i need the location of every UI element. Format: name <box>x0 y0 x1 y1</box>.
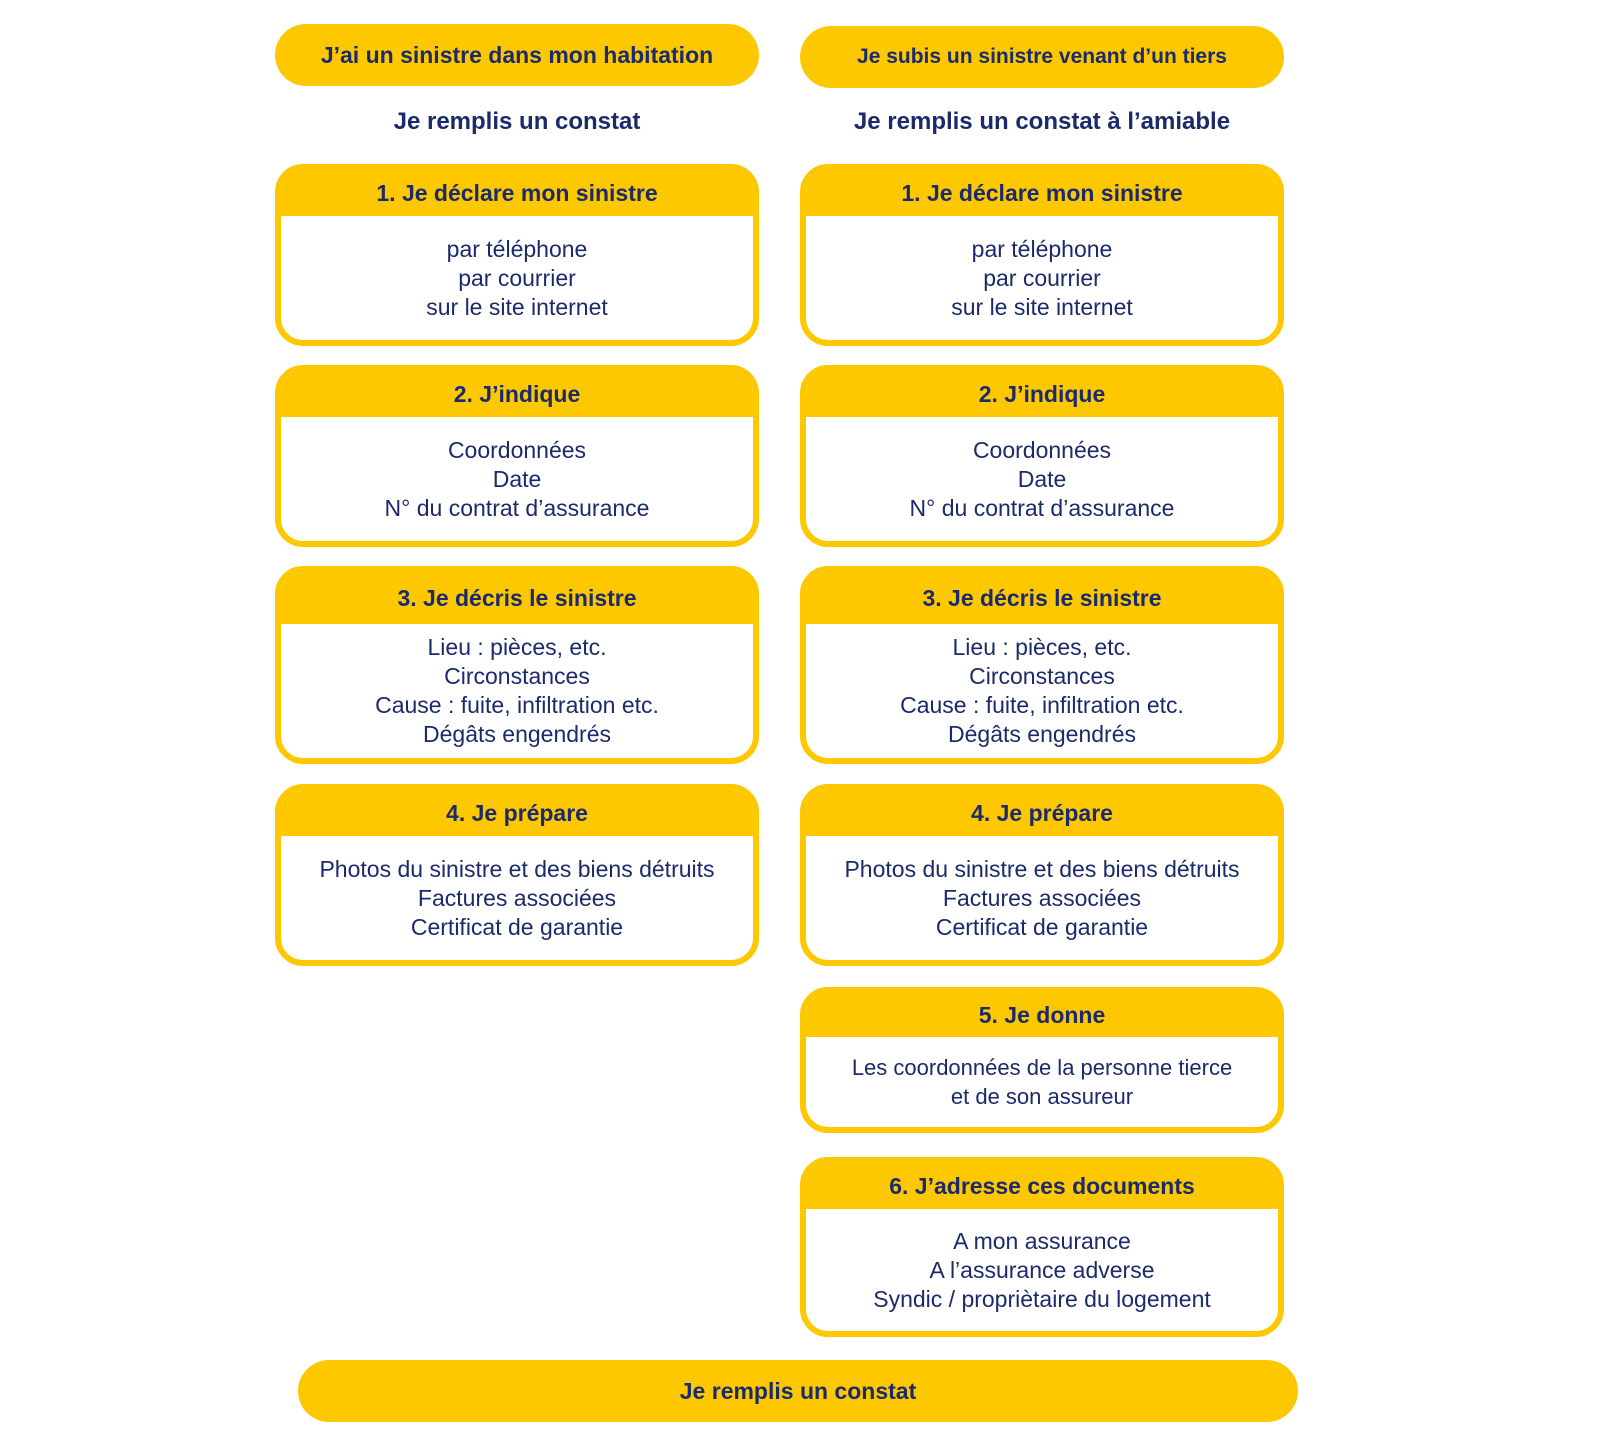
right-step-1-title: 1. Je déclare mon sinistre <box>806 170 1278 216</box>
left-step-2-line: N° du contrat d’assurance <box>384 494 650 521</box>
left-step-1-line: par téléphone <box>446 235 588 262</box>
right-step-6-line: A mon assurance <box>953 1227 1131 1254</box>
left-step-3-line: Circonstances <box>444 663 590 689</box>
left-step-3-line: Cause : fuite, infiltration etc. <box>375 692 659 718</box>
left-step-3-card <box>275 566 759 764</box>
right-step-6-title: 6. J’adresse ces documents <box>806 1163 1278 1209</box>
left-step-2-body <box>281 417 753 541</box>
right-column-subtitle: Je remplis un constat à l’amiable <box>853 108 1231 135</box>
right-step-3-card <box>800 566 1284 764</box>
left-step-1-body <box>281 216 753 340</box>
right-step-1-line: sur le site internet <box>951 293 1133 320</box>
right-step-3-line: Cause : fuite, infiltration etc. <box>900 692 1184 718</box>
right-step-4-card <box>800 784 1284 966</box>
right-step-4-body <box>806 836 1278 960</box>
right-step-4-line: Factures associées <box>942 884 1142 911</box>
right-step-2-line: Coordonnées <box>972 436 1112 463</box>
right-step-4-line: Photos du sinistre et des biens détruits <box>844 855 1240 882</box>
left-column-heading <box>275 24 759 86</box>
right-step-2-line: N° du contrat d’assurance <box>909 494 1175 521</box>
right-step-2-title: 2. J’indique <box>806 371 1278 417</box>
right-step-3-line: Lieu : pièces, etc. <box>952 634 1132 660</box>
left-step-3-line: Dégâts engendrés <box>423 721 611 747</box>
right-step-1-card <box>800 164 1284 346</box>
footer-banner-text: Je remplis un constat <box>679 1377 917 1404</box>
right-step-3-title: 3. Je décris le sinistre <box>806 572 1278 624</box>
right-step-5-card <box>800 987 1284 1133</box>
right-step-6-body <box>806 1209 1278 1331</box>
right-step-4-line: Certificat de garantie <box>935 913 1149 940</box>
left-step-3-title: 3. Je décris le sinistre <box>281 572 753 624</box>
right-step-3-line: Circonstances <box>969 663 1115 689</box>
left-step-4-card <box>275 784 759 966</box>
footer-banner <box>298 1360 1298 1422</box>
left-step-3-line: Lieu : pièces, etc. <box>427 634 607 660</box>
left-column-subtitle: Je remplis un constat <box>393 108 641 135</box>
right-step-1-line: par téléphone <box>971 235 1113 262</box>
left-step-2-card <box>275 365 759 547</box>
left-step-2-line: Coordonnées <box>447 436 587 463</box>
left-step-1-line: par courrier <box>458 264 576 291</box>
left-step-4-line: Certificat de garantie <box>410 913 624 940</box>
left-step-2-line: Date <box>492 465 542 492</box>
left-step-3-body <box>281 624 753 758</box>
left-step-1-title: 1. Je déclare mon sinistre <box>281 170 753 216</box>
left-step-1-card <box>275 164 759 346</box>
left-step-4-title: 4. Je prépare <box>281 790 753 836</box>
right-step-5-line: Les coordonnées de la personne tierce <box>851 1055 1233 1080</box>
right-step-3-body <box>806 624 1278 758</box>
left-step-4-line: Photos du sinistre et des biens détruits <box>319 855 715 882</box>
left-step-4-line: Factures associées <box>417 884 617 911</box>
right-step-6-card <box>800 1157 1284 1337</box>
right-step-2-card <box>800 365 1284 547</box>
right-step-5-line: et de son assureur <box>950 1084 1134 1109</box>
right-step-6-line: Syndic / propriètaire du logement <box>873 1285 1211 1312</box>
right-step-5-title: 5. Je donne <box>806 993 1278 1037</box>
right-step-5-body <box>806 1037 1278 1127</box>
right-step-1-body <box>806 216 1278 340</box>
left-step-1-line: sur le site internet <box>426 293 608 320</box>
right-column-heading-text: Je subis un sinistre venant d’un tiers <box>857 45 1227 68</box>
right-column-heading <box>800 26 1284 88</box>
right-step-1-line: par courrier <box>983 264 1101 291</box>
right-step-2-body <box>806 417 1278 541</box>
right-step-3-line: Dégâts engendrés <box>948 721 1136 747</box>
left-step-2-title: 2. J’indique <box>281 371 753 417</box>
right-step-4-title: 4. Je prépare <box>806 790 1278 836</box>
right-step-2-line: Date <box>1017 465 1067 492</box>
right-step-6-line: A l’assurance adverse <box>929 1256 1155 1283</box>
left-column-heading-text: J’ai un sinistre dans mon habitation <box>320 41 714 68</box>
left-step-4-body <box>281 836 753 960</box>
